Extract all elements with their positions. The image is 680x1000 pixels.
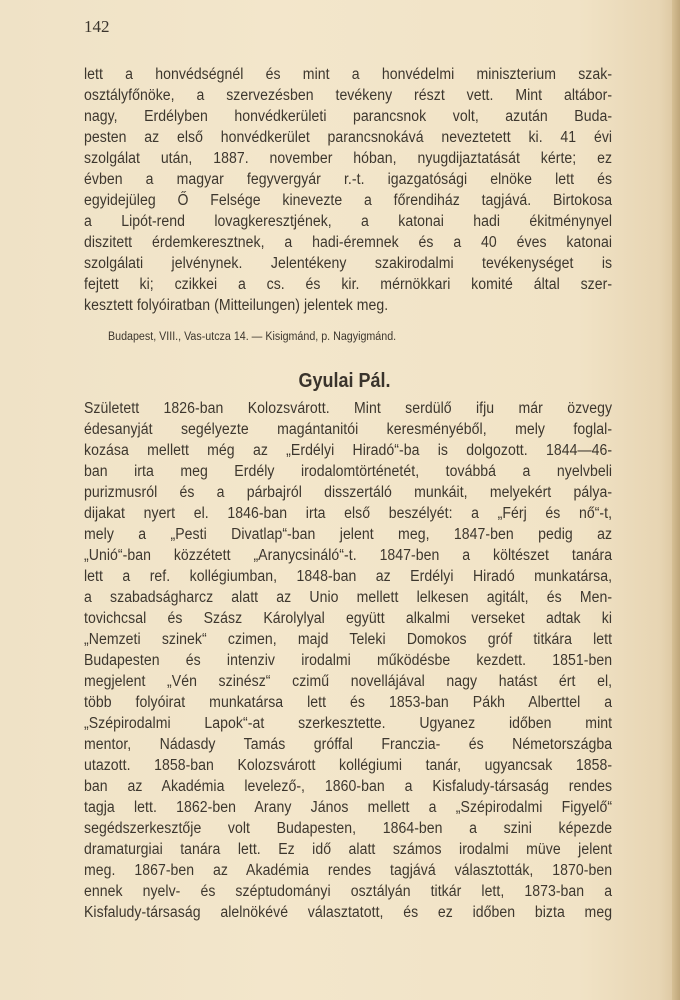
text-line: tovichcsal és Szász Károlylyal együtt alkalmi verseket adtak ki (84, 610, 613, 627)
text-line: tagja lett. 1862-ben Arany János mellett a „Szépirodalmi Figyelő“ (84, 799, 613, 816)
text-line: utazott. 1858-ban Kolozsvárott kollégiumi tanár, ugyancsak 1858- (84, 757, 613, 774)
text-line: kesztett folyóiratban (Mitteilungen) jelentek meg. (84, 297, 389, 314)
page-number: 142 (84, 17, 110, 36)
text-line: osztályfőnöke, a szervezésben tevékeny részt vett. Mint altábor- (84, 87, 613, 104)
text-line: pesten az első honvédkerület parancsnokává neveztetett ki. 41 évi (84, 129, 613, 146)
text-line: „Nemzeti szinek“ czimen, majd Teleki Domokos gróf titkára lett (84, 631, 613, 648)
text-line: dramaturgiai tanára lett. Ez idő alatt számos irodalmi müve jelent (84, 841, 613, 858)
text-line: fejtett ki; czikkei a cs. és kir. mérnökkari komité által szer- (84, 276, 613, 293)
text-line: mentor, Nádasdy Tamás gróffal Franczia- és Németországba (84, 736, 613, 753)
text-line: Budapesten és intenziv irodalmi működésbe kezdett. 1851-ben (84, 652, 613, 669)
text-line: szolgálati jelvénynek. Jelentékeny szakirodalmi tevékenységet is (84, 255, 613, 272)
text-line: mely a „Pesti Divatlap“-ban jelent meg, 1847-ben pedig az (84, 526, 613, 543)
paragraph-gyulai-pal (84, 398, 612, 923)
text-line: lett a honvédségnél és mint a honvédelmi miniszterium szak- (84, 66, 613, 83)
text-line: „Szépirodalmi Lapok“-at szerkesztette. Ugyanez időben mint (84, 715, 613, 732)
text-line: több folyóirat munkatársa lett és 1853-ban Pákh Alberttel a (84, 694, 613, 711)
text-line: diszitett érdemkeresztnek, a hadi-éremnek és a 40 éves katonai (84, 234, 613, 251)
text-line: lett a ref. kollégiumban, 1848-ban az Erdélyi Hiradó munkatársa, (84, 568, 613, 585)
text-line: „Unió“-ban közzétett „Aranycsináló“-t. 1847-ben a költészet tanára (84, 547, 613, 564)
text-line: segédszerkesztője volt Budapesten, 1864-ben a szini képezde (84, 820, 613, 837)
text-line: kozása mellett még az „Erdélyi Hiradó“-ba is dolgozott. 1844—46- (84, 442, 613, 459)
text-line: nagy, Erdélyben honvédkerületi parancsnok volt, azután Buda- (84, 108, 613, 125)
text-line: dijakat nyert el. 1846-ban irta első beszélyét: a „Férj és nő“-t, (84, 505, 613, 522)
text-line: egyidejüleg Ő Felsége kinevezte a főrendiház tagjává. Birtokosa (84, 192, 613, 209)
text-line: Született 1826-ban Kolozsvárott. Mint serdülő ifju már özvegy (84, 400, 613, 417)
paragraph-previous-entry (84, 64, 612, 316)
text-line: ban irta meg Erdély irodalomtörténetét, továbbá a nyelvbeli (84, 463, 613, 480)
page-edge (672, 0, 680, 1000)
text-line: édesanyját segélyezte magántanitói keresményéből, mely foglal- (84, 421, 613, 438)
text-line: szolgálat után, 1887. november hóban, nyugdijaztatását kérte; ez (84, 150, 613, 167)
text-line: Kisfaludy-társaság alelnökévé választatott, és ez időben bizta meg (84, 904, 613, 921)
text-line: évben a magyar fegyvergyár r.-t. igazgatósági elnöke lett és (84, 171, 613, 188)
text-line: purizmusról és a párbajról disszertáló munkáit, melyekért pálya- (84, 484, 613, 501)
text-line: a Lipót-rend lovagkeresztjének, a katonai hadi ékitménynyel (84, 213, 613, 230)
address-line: Budapest, VIII., Vas-utcza 14. — Kisigmánd, p. Nagyigmánd. (108, 331, 397, 343)
text-line: megjelent „Vén szinész“ czimű novellájával nagy hatást ért el, (84, 673, 613, 690)
text-line: meg. 1867-ben az Akadémia rendes tagjává választották, 1870-ben (84, 862, 613, 879)
text-line: a szabadságharcz alatt az Unio mellett lelkesen agitált, és Men- (84, 589, 613, 606)
entry-heading: Gyulai Pál. (298, 370, 391, 392)
text-line: ban az Akadémia levelező-, 1860-ban a Kisfaludy-társaság rendes (84, 778, 613, 795)
text-line: ennek nyelv- és széptudományi osztályán titkár lett, 1873-ban a (84, 883, 613, 900)
